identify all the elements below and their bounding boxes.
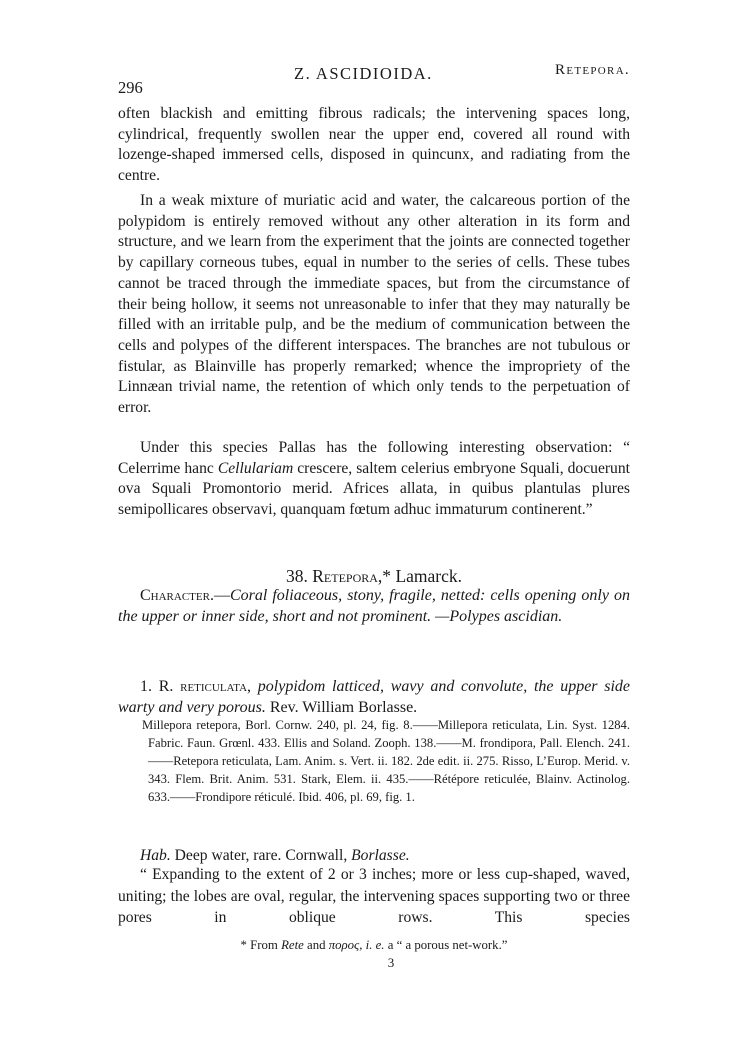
page-number: 296 [118, 78, 143, 97]
paragraph-text: often blackish and emitting fibrous radicals; the intervening spaces long, cylindrical, frequently swollen near the upper end, covered all round with lozenge-shaped immersed cells, disposed in quincunx, and radiating from the centre. [118, 105, 630, 185]
character-text: Coral foliaceous, stony, fragile, netted: cells opening only on the upper or inner side, short and not prominent. —Polypes ascidian. [118, 587, 630, 625]
lead-text: Under this species Pallas has the following interesting observation: [140, 439, 613, 456]
latin-quote-italic: Cellulariam [217, 459, 294, 477]
habitat-collector: Borlasse. [351, 847, 410, 864]
footnote [118, 938, 630, 953]
description-quote [118, 864, 630, 929]
paragraph-experiment [118, 191, 630, 419]
footnote-rete: Rete [281, 938, 304, 952]
footnote-b: and [307, 938, 326, 952]
footnote-a: * From [240, 938, 278, 952]
species-name: reticulata, [180, 678, 252, 695]
running-title: Retepora. [555, 62, 630, 78]
paragraph-continuation [118, 104, 630, 187]
species-entry [118, 676, 630, 718]
species-description: polypidom latticed, wavy and convolute, the upper side warty and very porous. [118, 678, 631, 716]
paragraph-text [118, 438, 630, 521]
printer-signature: 3 [387, 955, 395, 970]
habitat-locality: Cornwall, [285, 847, 348, 864]
habitat-label: Hab. [140, 847, 171, 864]
section-title: Z. ASCIDIOIDA. [294, 64, 433, 83]
genus-character [118, 585, 630, 627]
paragraph-pallas-observation [118, 438, 630, 521]
synonymy [142, 716, 630, 806]
footnote-greek: πορος, [328, 938, 363, 952]
genus-authority: Lamarck. [395, 566, 462, 586]
character-label: Character.— [140, 587, 230, 604]
quote-text: “ Expanding to the extent of 2 or 3 inches; more or less cup-shaped, waved, uniting; the lobes are oval, regular, the intervening spaces supporting two or three pores in oblique rows. This species [118, 866, 630, 926]
running-header [118, 62, 630, 97]
latin-quote-rest: crescere, saltem celerius embryone Squali, docuerunt ova Squali Promontorio merid. Africes allata, in quibus plantulas plures semipollicares observavi, quanquam fœtum adhuc immaturum continerent.” [118, 459, 630, 519]
footnote-c: a “ a porous net-work.” [387, 938, 508, 952]
species-number: 1. R. [140, 678, 174, 695]
latin-quote-start: “ Celerrime hanc [118, 439, 630, 477]
genus-number: 38. [286, 566, 308, 586]
habitat-text: Deep water, rare. [174, 847, 282, 864]
genus-heading [118, 566, 630, 587]
footnote-ie: i. e. [365, 938, 385, 952]
synonymy-text: Millepora retepora, Borl. Cornw. 240, pl. 24, fig. 8.——Millepora reticulata, Lin. Syst. 1284. Fabric. Faun. Grœnl. 433. Ellis and Soland. Zooph. 138.——M. frondipora, Pall. Elench. 241.——Retepora reticulata, Lam. Anim. s. Vert. ii. 182. 2de edit. ii. 275. Risso, L’Europ. Merid. v. 343. Flem. Brit. Anim. 531. Stark, Elem. ii. 435.——Rétépore reticulée, Blainv. Actinolog. 633.——Frondipore réticulé. Ibid. 406, pl. 69, fig. 1. [142, 718, 630, 805]
paragraph-text: In a weak mixture of muriatic acid and water, the calcareous portion of the polypidom is entirely removed without any other alteration in its form and structure, and we learn from the experiment that the joints are connected together by capillary corneous tubes, equal in number to the series of cells. These tubes cannot be traced through the immediate spaces, but from the circumstance of their being hollow, it seems not unreasonable to infer that they may naturally be filled with an irritable pulp, and be the medium of communication between the cells and polypes of the different interspaces. The branches are not tubulous or fistular, as Blainville has properly remarked; whence the impropriety of the Linnæan trivial name, the retention of which only tends to the perpetuation of error. [118, 192, 630, 417]
genus-name: Retepora,* [312, 566, 392, 586]
species-authority: Rev. William Borlasse. [269, 699, 418, 716]
